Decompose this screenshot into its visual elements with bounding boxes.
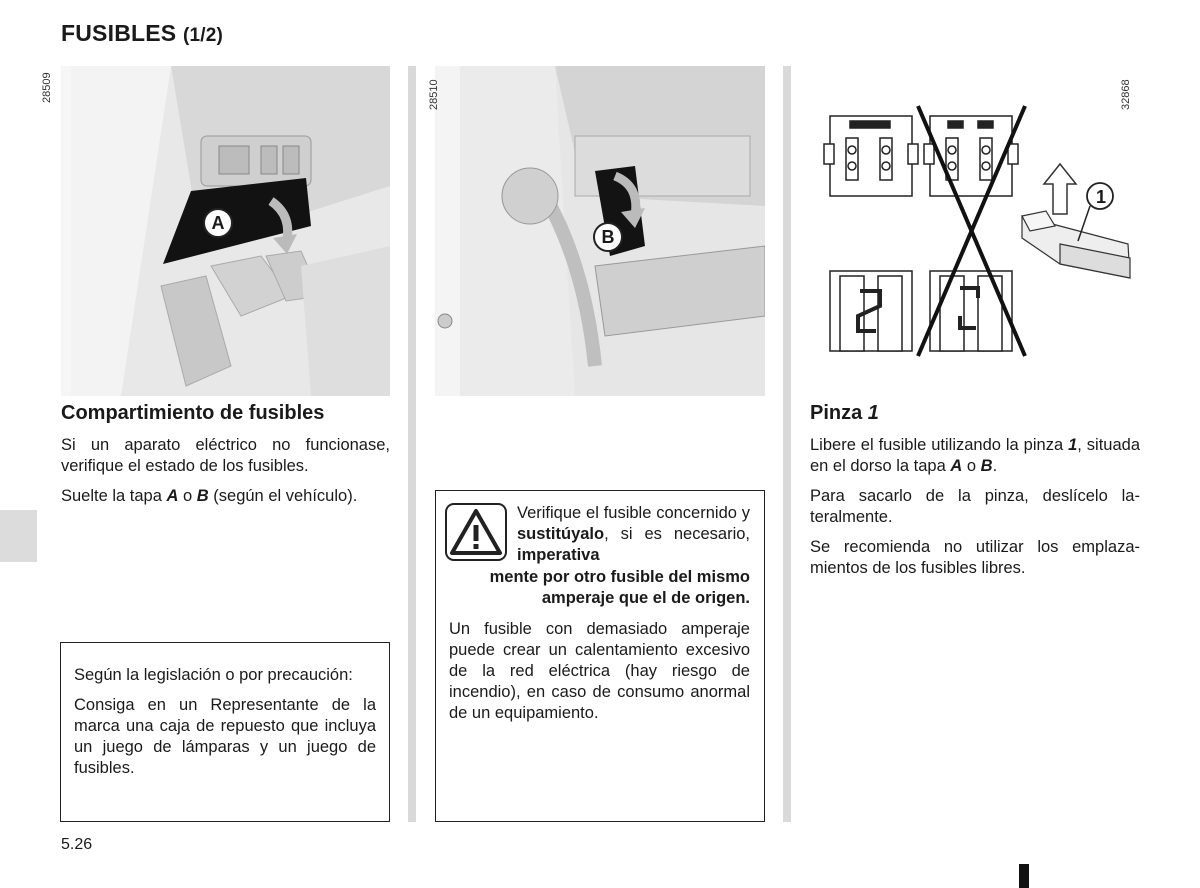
right-paragraph-2: Para sacarlo de la pinza, deslícelo lateralmente.: [810, 487, 1140, 526]
right-paragraph-1: Libere el fusible utilizando la pinza 1, situada en el dorso la tapa A o B.: [810, 436, 1140, 475]
column-divider-left: [408, 66, 416, 822]
figure-fuse-clip-diagram: [810, 66, 1140, 396]
fuse-good-bottom: [830, 271, 912, 351]
left-paragraph-2: Suelte la tapa A o B (según el vehículo).: [61, 487, 358, 505]
figure-code: 32868: [1120, 79, 1132, 110]
column-divider-right: [783, 66, 791, 822]
left-paragraph-1: Si un aparato eléctrico no funcionase, verifique el estado de los fusibles.: [61, 436, 390, 475]
callout-b: B: [593, 222, 623, 252]
warning-text-intro: Verifique el fusible concernido y sustitúyalo, si es necesario, imperativa: [517, 504, 750, 564]
callout-1: 1: [1095, 186, 1106, 207]
page-edge-mark: [1019, 864, 1029, 888]
fuse-blown-bottom: [930, 271, 1012, 351]
callout-a: A: [203, 208, 233, 238]
up-arrow-icon: [1044, 164, 1076, 214]
title-suffix: (1/2): [182, 25, 224, 46]
section-heading-fuse-compartment: Compartimiento de fusibles: [61, 402, 325, 424]
fuse-good-top: [824, 116, 918, 196]
right-paragraph-3: Se recomienda no utilizar los emplazamientos de los fusibles libres.: [810, 538, 1140, 577]
chapter-tab: [0, 510, 37, 562]
figure-code: 28509: [41, 72, 53, 103]
warning-icon: [445, 503, 507, 561]
title-main: FUSIBLES: [61, 20, 177, 46]
warning-text-bold: mente por otro fusible del mismo amperaje que el de origen.: [489, 568, 750, 607]
page-title: [61, 20, 223, 47]
page-number: 5.26: [61, 836, 93, 853]
figure-code: 28510: [428, 79, 440, 110]
warning-text-detail: Un fusible con demasiado amperaje puede crear un calentamiento excesivo de la red eléctrica (hay riesgo de incendio), en caso de consumo anormal de un equipamiento.: [449, 620, 750, 722]
legislation-note-box: [60, 642, 390, 822]
right-body: [810, 435, 1140, 579]
note-paragraph-2: Consiga en un Representante de la marca una caja de repuesto que incluya un juego de lámparas y un juego de fusibles.: [74, 696, 376, 777]
note-paragraph-1: Según la legislación o por precaución:: [74, 666, 353, 684]
section-heading-clip: Pinza 1: [810, 402, 879, 424]
left-body: [61, 435, 390, 507]
fuse-clip-tool: [1022, 211, 1130, 278]
